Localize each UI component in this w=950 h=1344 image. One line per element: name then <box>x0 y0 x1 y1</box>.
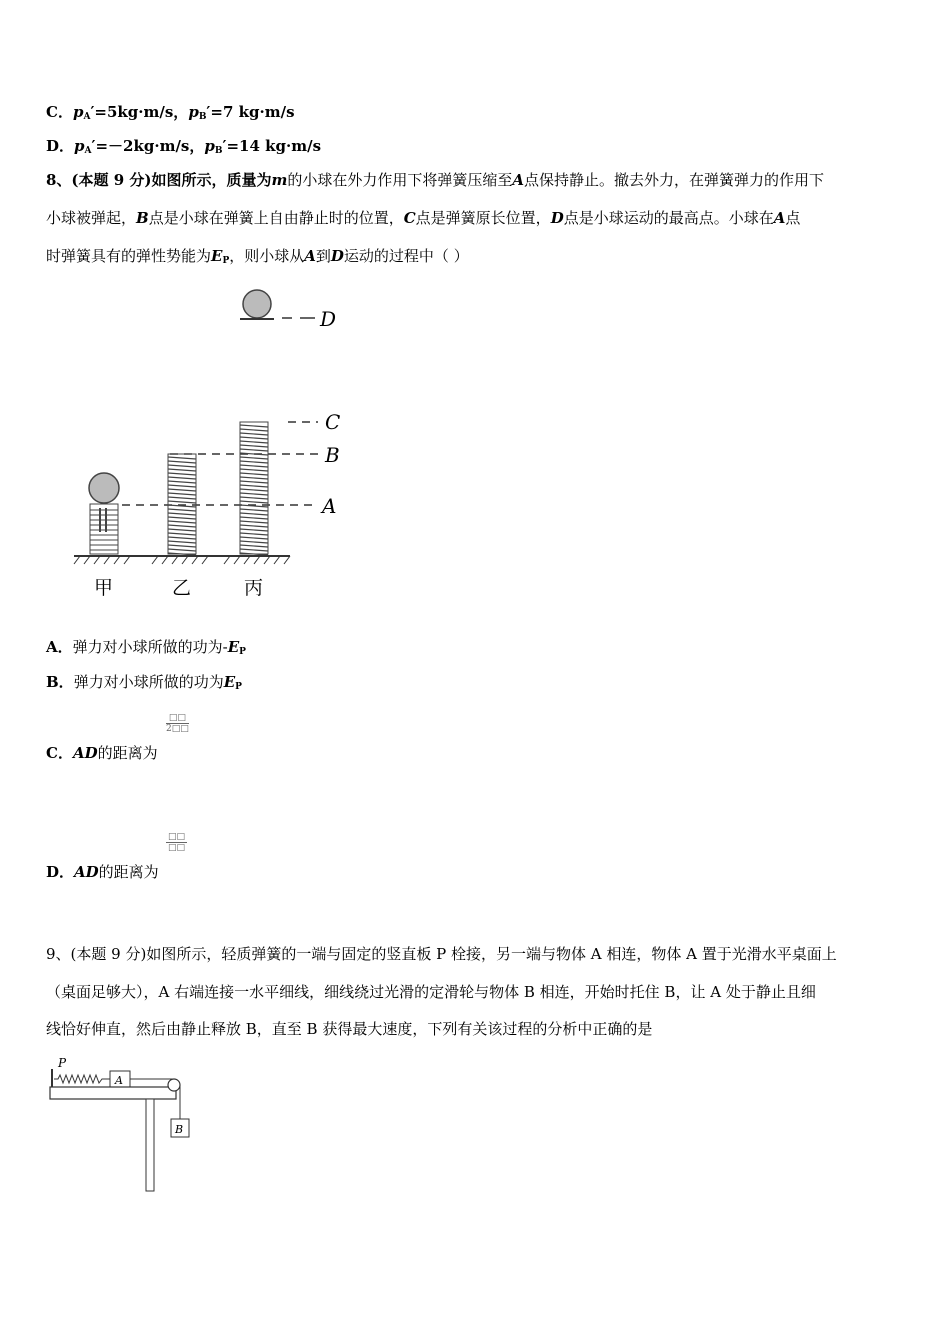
spring-coil <box>168 457 196 459</box>
spring-coil <box>168 489 196 491</box>
spring-coil <box>240 529 268 531</box>
q8-spring-figure <box>60 282 360 602</box>
spring-coil <box>240 469 268 471</box>
spring-coil <box>240 425 268 427</box>
ball-top <box>243 290 271 318</box>
spring-coil <box>168 501 196 503</box>
spring-coil <box>240 461 268 463</box>
spring-coil <box>240 517 268 519</box>
spring-coil <box>240 525 268 527</box>
spring-coil <box>240 545 268 547</box>
label-a: A <box>322 494 337 518</box>
pulley <box>168 1079 180 1091</box>
label-p: P <box>58 1056 67 1070</box>
spring-coil <box>168 473 196 475</box>
label-c: C <box>325 410 341 434</box>
label-b: B <box>175 1123 184 1136</box>
spring-coil <box>168 521 196 523</box>
ball-jia <box>89 473 119 503</box>
spring-coil <box>240 541 268 543</box>
label-a: A <box>115 1074 123 1087</box>
spring-coil <box>240 489 268 491</box>
spring-coil <box>240 477 268 479</box>
spring-coil <box>240 465 268 467</box>
spring-coil <box>240 521 268 523</box>
q9-stem-line3: 线恰好伸直，然后由静止释放 B，直至 B 获得最大速度，下列有关该过程的分析中正确的是 <box>46 1020 653 1038</box>
spring-coil <box>168 525 196 527</box>
spring-coil <box>168 513 196 515</box>
spring-coil <box>240 437 268 439</box>
spring-coil <box>168 469 196 471</box>
q8-option-c: C．AD的距离为 <box>46 744 158 762</box>
spring-coil <box>240 445 268 447</box>
q9-stem-line1: 9、(本题 9 分)如图所示，轻质弹簧的一端与固定的竖直板 P 栓接，另一端与物体 A 相连，物体 A 置于光滑水平桌面上 <box>46 945 837 963</box>
caption-jia: 甲 <box>94 577 114 599</box>
q7-option-c: C．$p_A'=5kg\cdot m/s$，$p_B'=7$ kg·m/s <box>46 103 295 122</box>
caption-bing: 丙 <box>244 577 264 599</box>
q8-option-d: D．AD的距离为 <box>46 863 159 881</box>
spring-coil <box>240 449 268 451</box>
spring-coil <box>240 533 268 535</box>
spring-coil <box>240 497 268 499</box>
spring-coil <box>240 457 268 459</box>
spring-coil <box>240 485 268 487</box>
label-d: D <box>320 307 337 331</box>
spring-coil <box>168 549 196 551</box>
q7-option-d: D．$p_A'=-2kg\cdot m/s$，$p_B'=14$ kg·m/s <box>46 137 322 156</box>
q9-pulley-figure <box>46 1055 196 1195</box>
spring-coil <box>240 501 268 503</box>
spring-coil <box>240 481 268 483</box>
spring-coil <box>240 473 268 475</box>
q8-option-c-fraction: □□ 2□□ <box>166 713 189 734</box>
spring-coil <box>168 517 196 519</box>
spring-coil <box>240 493 268 495</box>
spring-coil <box>168 529 196 531</box>
spring-coil <box>240 509 268 511</box>
caption-yi: 乙 <box>172 577 192 599</box>
q8-option-b: B．弹力对小球所做的功为$E_P$ <box>46 673 242 692</box>
spring-coil <box>240 549 268 551</box>
spring-coil <box>168 541 196 543</box>
q8-option-a: A．弹力对小球所做的功为$-E_P$ <box>46 638 246 657</box>
spring-coil <box>240 433 268 435</box>
spring-coil <box>168 465 196 467</box>
spring-coil <box>168 533 196 535</box>
spring-coil <box>168 485 196 487</box>
spring-coil <box>168 477 196 479</box>
spring-coil <box>168 493 196 495</box>
spring-coil <box>168 497 196 499</box>
spring-coil <box>168 461 196 463</box>
q9-stem-line2: （桌面足够大），A 右端连接一水平细线，细线绕过光滑的定滑轮与物体 B 相连，开始时托住 B，让 A 处于静止且细 <box>46 983 816 1001</box>
spring-coil <box>240 537 268 539</box>
spring-coil <box>168 481 196 483</box>
spring-coil <box>240 441 268 443</box>
q8-stem-line1: 8、(本题 9 分)如图所示，质量为m的小球在外力作用下将弹簧压缩至A点保持静止。撤去外力，在弹簧弹力的作用下 <box>46 171 825 189</box>
spring-coil <box>168 537 196 539</box>
spring-coil <box>240 429 268 431</box>
q8-stem-line3: 时弹簧具有的弹性势能为$E_P$，则小球从A到D运动的过程中（ ） <box>46 247 469 266</box>
spring-coil <box>168 545 196 547</box>
q8-stem-line2: 小球被弹起，B点是小球在弹簧上自由静止时的位置，C点是弹簧原长位置，D点是小球运动的最高点。小球在A点 <box>46 209 801 227</box>
spring-coil <box>240 513 268 515</box>
label-b: B <box>325 443 340 467</box>
spring-coil <box>168 509 196 511</box>
q8-option-d-fraction: □□ □□ <box>168 832 186 853</box>
